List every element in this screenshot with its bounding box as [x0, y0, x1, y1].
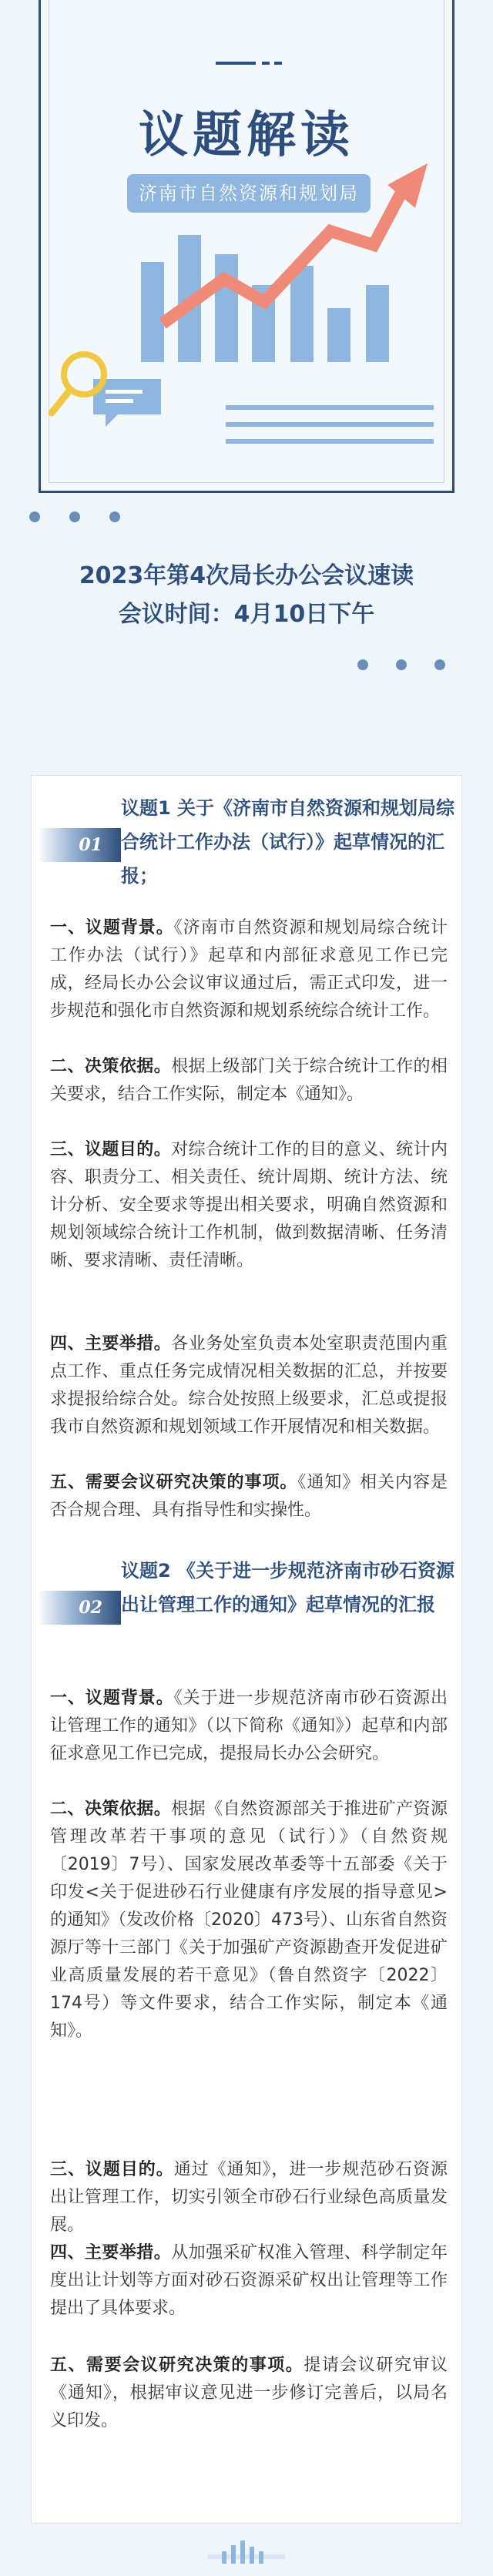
- topic-1-paragraph: [50, 1136, 448, 1275]
- topic-1-paragraph: [50, 914, 448, 1025]
- decorative-dot: [357, 659, 368, 670]
- topic-title: 议题1 关于《济南市自然资源和规划局综合统计工作办法（试行）》起草情况的汇报；: [121, 797, 455, 887]
- decorative-dot: [69, 512, 80, 522]
- paragraph-text: 提请会议研究审议《通知》，根据审议意见进一步修订完善后，以局名义印发。: [50, 2356, 448, 2430]
- topic-1-paragraph: [50, 1053, 448, 1109]
- header-banner: [39, 0, 454, 493]
- paragraph-label: 二、决策依据。: [50, 1057, 172, 1076]
- footer-bars-icon: [208, 2541, 285, 2571]
- paragraph-label: 一、议题背景。: [50, 918, 174, 937]
- topic-1-paragraph: [50, 1469, 448, 1524]
- topic-1-paragraph: [50, 1330, 448, 1441]
- meeting-title: 2023年第4次局长办公会议速读: [79, 562, 414, 589]
- paragraph-text: 《关于进一步规范济南市砂石资源出让管理工作的通知》（以下简称《通知》）起草和内部征求意见工作已完成，提报局长办公会研究。: [50, 1689, 448, 1763]
- paragraph-text: 《通知》相关内容是否合规合理、具有指导性和实操性。: [50, 1473, 448, 1520]
- banner-title: 议题解读: [139, 107, 354, 164]
- banner-subtitle: 济南市自然资源和规划局: [127, 174, 371, 213]
- topics-card: [31, 775, 462, 2524]
- paragraph-text: 《济南市自然资源和规划局综合统计工作办法（试行）》起草和内部征求意见工作已完成，经局长办公会议审议通过后，需正式印发，进一步规范和强化市自然资源和规划系统综合统计工作。: [50, 918, 448, 1021]
- paragraph-label: 一、议题背景。: [50, 1689, 174, 1708]
- topic-2-paragraph: [50, 2156, 448, 2239]
- decorative-dot: [29, 512, 40, 522]
- topic-title: 议题2 《关于进一步规范济南市砂石资源出让管理工作的通知》起草情况的汇报: [121, 1560, 455, 1615]
- topic-2-paragraph: [50, 1796, 448, 2045]
- paragraph-text: 根据上级部门关于综合统计工作的相关要求，结合工作实际，制定本《通知》。: [50, 1057, 448, 1104]
- chart-illustration: [41, 0, 457, 493]
- paragraph-label: 五、需要会议研究决策的事项。: [50, 1473, 298, 1492]
- topic-number-badge: 01: [38, 828, 121, 862]
- topic-2-paragraph: [50, 2239, 448, 2323]
- decorative-dot: [109, 512, 120, 522]
- paragraph-label: 四、主要举措。: [50, 1334, 172, 1353]
- paragraph-text: 通过《通知》，进一步规范砂石资源出让管理工作，切实引领全市砂石行业绿色高质量发展。: [50, 2160, 448, 2235]
- paragraph-text: 各业务处室负责本处室职责范围内重点工作、重点任务完成情况相关数据的汇总，并按要求提报给综合处。综合处按照上级要求，汇总或提报我市自然资源和规划领域工作开展情况和相关数据。: [50, 1334, 448, 1437]
- topic-2-paragraph: [50, 1685, 448, 1768]
- paragraph-label: 五、需要会议研究决策的事项。: [50, 2356, 304, 2375]
- topic-2-paragraph: [50, 2352, 448, 2435]
- meeting-time: 会议时间：4月10日下午: [118, 601, 375, 628]
- paragraph-label: 二、决策依据。: [50, 1800, 172, 1819]
- topic-number-badge: 02: [38, 1591, 121, 1625]
- paragraph-label: 四、主要举措。: [50, 2243, 172, 2262]
- paragraph-label: 三、议题目的。: [50, 2160, 174, 2179]
- decorative-dot: [396, 659, 407, 670]
- paragraph-label: 三、议题目的。: [50, 1140, 172, 1159]
- decorative-lines: [226, 405, 434, 444]
- paragraph-text: 从加强采矿权准入管理、科学制定年度出让计划等方面对砂石资源采矿权出让管理等工作提出了具体要求。: [50, 2243, 448, 2318]
- paragraph-text: 根据《自然资源部关于推进矿产资源管理改革若干事项的意见（试行）》（自然资规〔2019〕7号）、国家发展改革委等十五部委《关于印发<关于促进砂石行业健康有序发展的指导意见>的通知》（发改价格〔2020〕473号）、山东省自然资源厅等十三部门《关于加强矿产资源勘查开发促进矿业高质量发展的若干意见》（鲁自然资字〔2022〕174号）等文件要求，结合工作实际，制定本《通知》。: [50, 1800, 448, 2041]
- decorative-dot: [434, 659, 445, 670]
- paragraph-text: 对综合统计工作的目的意义、统计内容、职责分工、相关责任、统计周期、统计方法、统计分析、安全要求等提出相关要求，明确自然资源和规划领域综合统计工作机制，做到数据清晰、任务清晰、要求清晰、责任清晰。: [50, 1140, 448, 1270]
